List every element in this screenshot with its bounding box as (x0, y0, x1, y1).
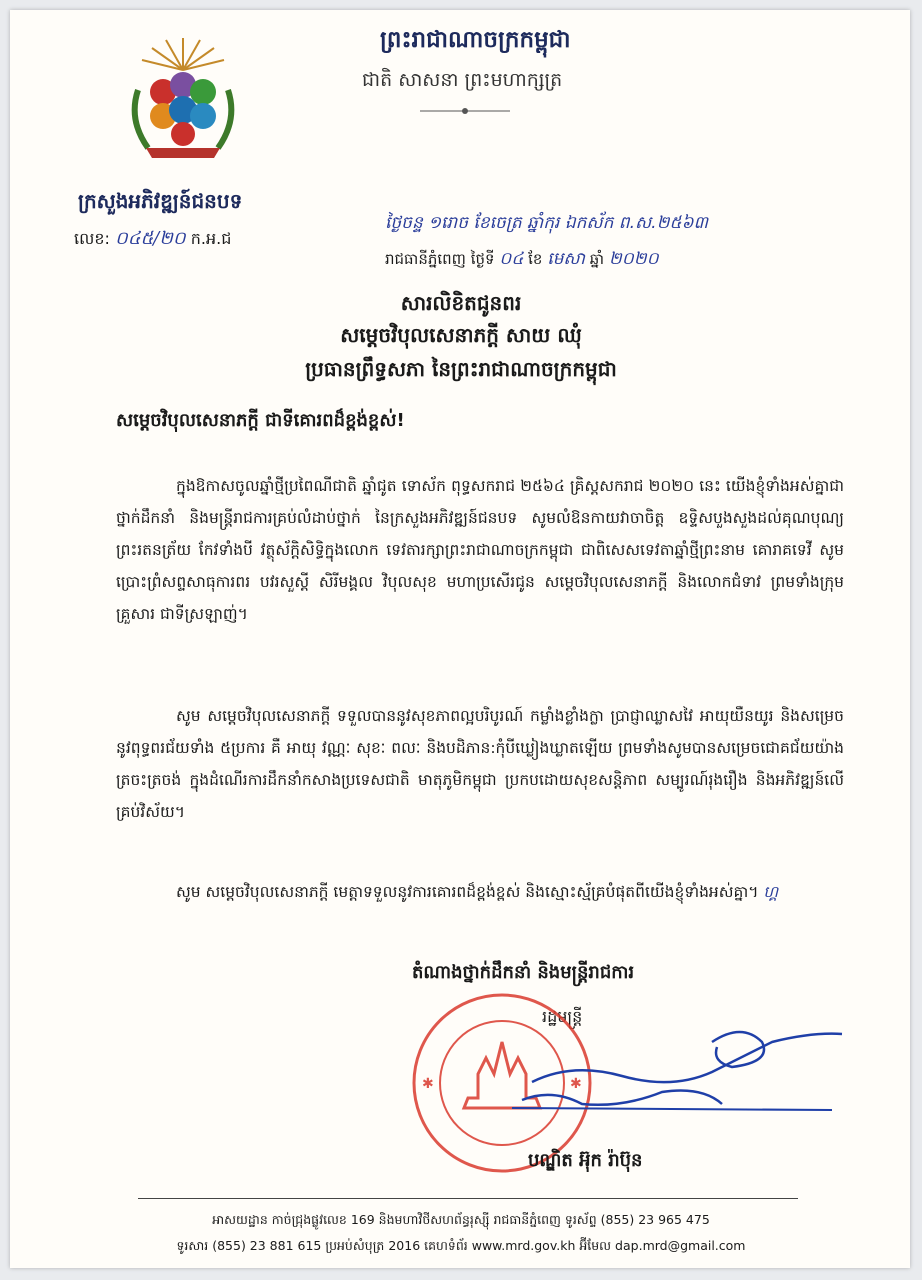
salutation: សម្តេចវិបុលសេនាភក្តី ជាទីគោរពដ៏ខ្ពង់ខ្ពស់! (116, 410, 405, 431)
signatory-on-behalf: តំណាងថ្នាក់ដឹកនាំ និងមន្ត្រីរាជការ (412, 962, 635, 983)
ref-suffix: ក.អ.ជ (190, 229, 232, 248)
body-paragraph-3 (116, 876, 844, 908)
city-prefix: រាជធានីភ្នំពេញ ថ្ងៃទី (385, 250, 495, 268)
closing-text: សូម សម្តេចវិបុលសេនាភក្តី មេត្តាទទួលនូវការគោរពដ៏ខ្ពង់ខ្ពស់ និងស្មោះស្ម័គ្របំផុតពីយើងខ្ញុំទាំងអស់គ្នា។ (176, 883, 759, 901)
footer-contact: ទូរសារ (855) 23 881 615 ប្រអប់សំបុត្រ 2016 គេហទំព័រ www.mrd.gov.kh អ៊ីមែល dap.mrd@gmail.com (176, 1238, 746, 1253)
city-date (385, 248, 659, 273)
date-month: មេសា (547, 249, 586, 269)
svg-text:✱: ✱ (422, 1076, 434, 1092)
signatory-title: រដ្ឋមន្ត្រី (542, 1007, 583, 1026)
date-day: ០៤ (499, 249, 524, 269)
signatory-name: បណ្ឌិត អ៊ុក រ៉ាប៊ុន (528, 1150, 643, 1171)
handwritten-mark: ហ្គ (763, 883, 779, 901)
handwritten-signature (512, 1012, 852, 1122)
lunar-date: ថ្ងៃចន្ទ ១រោច ខែចេត្រ ឆ្នាំកុរ ឯកស័ក ព.ស.២៥៦៣ (385, 213, 709, 233)
svg-text:✱: ✱ (570, 1076, 582, 1092)
ref-label: លេខ: (74, 229, 110, 248)
year-label: ឆ្នាំ (589, 250, 605, 268)
reference-number (74, 226, 231, 253)
date-year: ២០២០ (608, 249, 659, 269)
national-motto: ជាតិ សាសនា ព្រះមហាក្សត្រ (362, 69, 563, 91)
footer-divider (138, 1198, 798, 1199)
recipient-name: សម្តេចវិបុលសេនាភក្តី សាយ ឈុំ (340, 323, 582, 347)
ministry-name: ក្រសួងអភិវឌ្ឍន៍ជនបទ (78, 189, 243, 213)
body-paragraph-1: ក្នុងឱកាសចូលឆ្នាំថ្មីប្រពៃណីជាតិ ឆ្នាំជូត ទោស័ក ពុទ្ធសករាជ ២៥៦៤ គ្រិស្តសករាជ ២០២០ នេះ យើងខ្ញុំទាំងអស់គ្នាជាថ្នាក់ដឹកនាំ និងមន្ត្រីរាជការគ្រប់លំដាប់ថ្នាក់ នៃក្រសួងអភិវឌ្ឍន៍ជនបទ សូមលំឱនកាយវាចាចិត្ត ឧទ្ទិសបួងសួងដល់គុណបុណ្យព្រះរតនត្រ័យ កែវទាំងបី វត្ថុស័ក្តិសិទ្ធិក្នុងលោក ទេវតារក្សាព្រះរាជាណាចក្រកម្ពុជា ជាពិសេសទេវតាឆ្នាំថ្មីព្រះនាម គោរាគទេវី សូមប្រោះព្រំសព្ទសាធុការពរ បវរសួស្តី សិរីមង្គល វិបុលសុខ មហាប្រសើរជូន សម្តេចវិបុលសេនាភក្តី និងលោកជំទាវ ព្រមទាំងក្រុមគ្រួសារ ជាទីស្រឡាញ់។ (116, 477, 844, 623)
ornament-divider-icon (420, 104, 510, 118)
ref-number: ០៤៥/២០ (114, 228, 186, 249)
month-label: ខែ (528, 250, 543, 268)
body-paragraph-2: សូម សម្តេចវិបុលសេនាភក្តី ទទួលបាននូវសុខភាពល្អបរិបូរណ៍ កម្លាំងខ្លាំងក្លា ប្រាជ្ញាឈ្លាសវៃ អាយុយឺនយូរ និងសម្រេចនូវពុទ្ធពរជ័យទាំង ៥ប្រការ គឺ អាយុ វណ្ណៈ សុខៈ ពលៈ និងបដិភាន:កុំបីឃ្លៀងឃ្លាតឡើយ ព្រមទាំងសូមបានសម្រេចជោគជ័យយ៉ាងត្រចះត្រចង់ ក្នុងដំណើរការដឹកនាំកសាងប្រទេសជាតិ មាតុភូមិកម្ពុជា ប្រកបដោយសុខសន្តិភាព សម្បូរណ៍រុងរឿង និងអភិវឌ្ឍន៍លើគ្រប់វិស័យ។ (116, 707, 844, 821)
letter-title: សារលិខិតជូនពរ (400, 291, 522, 315)
recipient-position: ប្រធានព្រឹទ្ធសភា នៃព្រះរាជាណាចក្រកម្ពុជា (305, 357, 617, 381)
ministry-emblem-icon (118, 30, 248, 170)
kingdom-heading: ព្រះរាជាណាចក្រកម្ពុជា (380, 27, 571, 53)
footer-address: អាសយដ្ឋាន កាច់ជ្រុងផ្លូវលេខ 169 និងមហាវិថីសហព័ន្ធរុស្ស៊ី រាជធានីភ្នំពេញ ទូរស័ព្ទ (855) 23 965 475 (212, 1212, 710, 1227)
